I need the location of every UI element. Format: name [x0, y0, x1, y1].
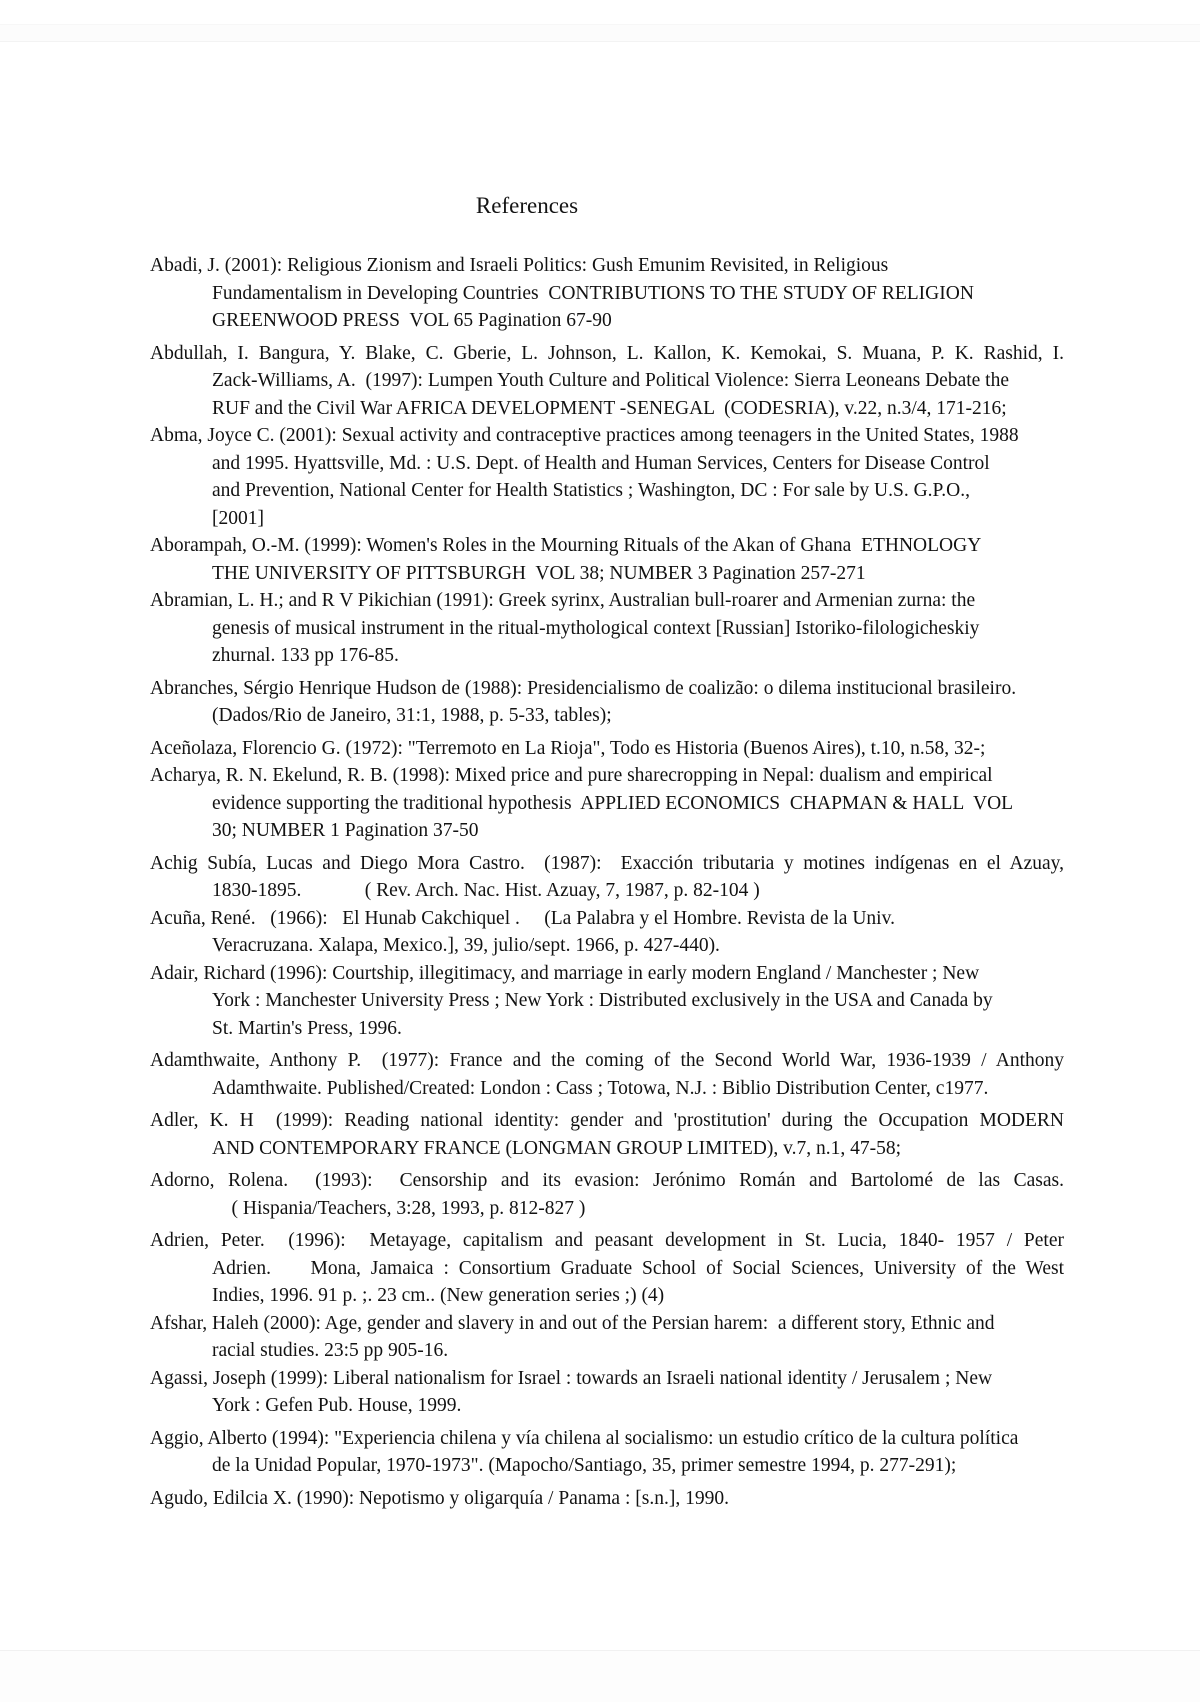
reference-line: Abma, Joyce C. (2001): Sexual activity and contraceptive practices among teenagers in the United States, 1988 — [150, 425, 1019, 446]
reference-line: Veracruzana. Xalapa, Mexico.], 39, julio/sept. 1966, p. 427-440). — [212, 935, 720, 956]
reference-line: Agudo, Edilcia X. (1990): Nepotismo y oligarquía / Panama : [s.n.], 1990. — [150, 1487, 729, 1509]
reference-line: Agassi, Joseph (1999): Liberal nationalism for Israel : towards an Israeli national identity / Jerusalem ; New — [150, 1367, 993, 1389]
reference-line: ( Hispania/Teachers, 3:28, 1993, p. 812-827 ) — [212, 1197, 586, 1219]
reference-entry — [150, 735, 1064, 763]
reference-entry — [150, 532, 1064, 587]
reference-line: evidence supporting the traditional hypothesis APPLIED ECONOMICS CHAPMAN & HALL VOL — [212, 792, 1014, 814]
reference-line: Adamthwaite. Published/Created: London : Cass ; Totowa, N.J. : Biblio Distribution Center, c1977. — [212, 1077, 989, 1099]
reference-line: York : Manchester University Press ; New York : Distributed exclusively in the USA and Canada by — [212, 990, 993, 1011]
reference-line: Aggio, Alberto (1994): "Experiencia chilena y vía chilena al socialismo: un estudio crítico de la cultura política — [150, 1427, 1019, 1449]
reference-line: Adamthwaite, Anthony P. (1977): France and the coming of the Second World War, 1936-1939 / Anthony — [150, 1050, 1064, 1071]
reference-line: Indies, 1996. 91 p. ;. 23 cm.. (New generation series ;) (4) — [212, 1285, 665, 1306]
reference-line: (Dados/Rio de Janeiro, 31:1, 1988, p. 5-33, tables); — [212, 705, 612, 726]
reference-line: Abramian, L. H.; and R V Pikichian (1991): Greek syrinx, Australian bull-roarer and Armenian zurna: the — [150, 590, 976, 611]
page-title: References — [475, 193, 579, 218]
reference-line: Acuña, René. (1966): El Hunab Cakchiquel . (La Palabra y el Hombre. Revista de la Univ. — [150, 907, 895, 929]
reference-entry — [150, 1167, 1064, 1222]
reference-line: Aceñolaza, Florencio G. (1972): "Terremoto en La Rioja", Todo es Historia (Buenos Aires), t.10, n.58, 32-; — [150, 737, 986, 759]
reference-line: Fundamentalism in Developing Countries CONTRIBUTIONS TO THE STUDY OF RELIGION — [212, 282, 974, 304]
reference-line: and 1995. Hyattsville, Md. : U.S. Dept. of Health and Human Services, Centers for Disease Control — [212, 452, 990, 474]
reference-entry — [150, 675, 1064, 730]
reference-line: 30; NUMBER 1 Pagination 37-50 — [212, 820, 479, 841]
reference-line: Abdullah, I. Bangura, Y. Blake, C. Gberie, L. Johnson, L. Kallon, K. Kemokai, S. Muana, P. K. Rashid, I. — [150, 342, 1064, 364]
reference-line: genesis of musical instrument in the ritual-mythological context [Russian] Istoriko-filologicheskiy — [212, 617, 980, 639]
reference-line: Adair, Richard (1996): Courtship, illegitimacy, and marriage in early modern England / Manchester ; New — [150, 962, 980, 984]
reference-line: Achig Subía, Lucas and Diego Mora Castro. (1987): Exacción tributaria y motines indígenas en el Azuay, — [150, 852, 1064, 874]
reference-line: THE UNIVERSITY OF PITTSBURGH VOL 38; NUMBER 3 Pagination 257-271 — [212, 562, 866, 584]
reference-line: York : Gefen Pub. House, 1999. — [212, 1395, 462, 1416]
reference-entry — [150, 252, 1064, 335]
reference-entry — [150, 1425, 1064, 1480]
reference-entry — [150, 1107, 1064, 1162]
references-list — [150, 252, 1064, 1512]
reference-entry — [150, 422, 1064, 532]
page-edge-bottom — [0, 1650, 1200, 1702]
reference-line: Afshar, Haleh (2000): Age, gender and slavery in and out of the Persian harem: a different story, Ethnic and — [150, 1312, 995, 1334]
reference-line: [2001] — [212, 507, 264, 529]
reference-entry — [150, 1047, 1064, 1102]
reference-line: GREENWOOD PRESS VOL 65 Pagination 67-90 — [212, 310, 612, 331]
reference-line: and Prevention, National Center for Health Statistics ; Washington, DC : For sale by U.S. G.P.O., — [212, 480, 970, 501]
reference-line: 1830-1895. ( Rev. Arch. Nac. Hist. Azuay, 7, 1987, p. 82-104 ) — [212, 880, 760, 901]
reference-line: Adorno, Rolena. (1993): Censorship and its evasion: Jerónimo Román and Bartolomé de las Casas. — [150, 1170, 1064, 1191]
reference-line: Acharya, R. N. Ekelund, R. B. (1998): Mixed price and pure sharecropping in Nepal: dualism and empirical — [150, 765, 993, 786]
reference-entry — [150, 762, 1064, 845]
reference-line: Adrien, Peter. (1996): Metayage, capitalism and peasant development in St. Lucia, 1840- 1957 / Peter — [150, 1230, 1064, 1251]
reference-line: zhurnal. 133 pp 176-85. — [212, 645, 399, 666]
reference-line: RUF and the Civil War AFRICA DEVELOPMENT -SENEGAL (CODESRIA), v.22, n.3/4, 171-216; — [212, 397, 1007, 419]
reference-line: de la Unidad Popular, 1970-1973". (Mapocho/Santiago, 35, primer semestre 1994, p. 277-291); — [212, 1455, 957, 1476]
reference-entry — [150, 1227, 1064, 1310]
reference-line: Adrien. Mona, Jamaica : Consortium Graduate School of Social Sciences, University of the West — [212, 1257, 1064, 1279]
reference-entry — [150, 850, 1064, 905]
reference-line: Abadi, J. (2001): Religious Zionism and Israeli Politics: Gush Emunim Revisited, in Religious — [150, 255, 889, 276]
reference-entry — [150, 960, 1064, 1043]
reference-entry — [150, 1310, 1064, 1365]
reference-line: AND CONTEMPORARY FRANCE (LONGMAN GROUP LIMITED), v.7, n.1, 47-58; — [212, 1137, 902, 1159]
reference-line: racial studies. 23:5 pp 905-16. — [212, 1340, 449, 1361]
reference-line: Adler, K. H (1999): Reading national identity: gender and 'prostitution' during the Occupation MODERN — [150, 1110, 1064, 1131]
reference-line: Zack-Williams, A. (1997): Lumpen Youth Culture and Political Violence: Sierra Leoneans Debate the — [212, 370, 1009, 391]
reference-entry — [150, 1485, 1064, 1513]
reference-entry — [150, 905, 1064, 960]
page-edge-top — [0, 24, 1200, 42]
reference-entry — [150, 340, 1064, 423]
reference-line: St. Martin's Press, 1996. — [212, 1017, 402, 1039]
reference-line: Aborampah, O.-M. (1999): Women's Roles in the Mourning Rituals of the Akan of Ghana ETHNOLOGY — [150, 535, 982, 556]
reference-entry — [150, 1365, 1064, 1420]
reference-line: Abranches, Sérgio Henrique Hudson de (1988): Presidencialismo de coalizão: o dilema institucional brasileiro. — [150, 677, 1017, 699]
reference-entry — [150, 587, 1064, 670]
